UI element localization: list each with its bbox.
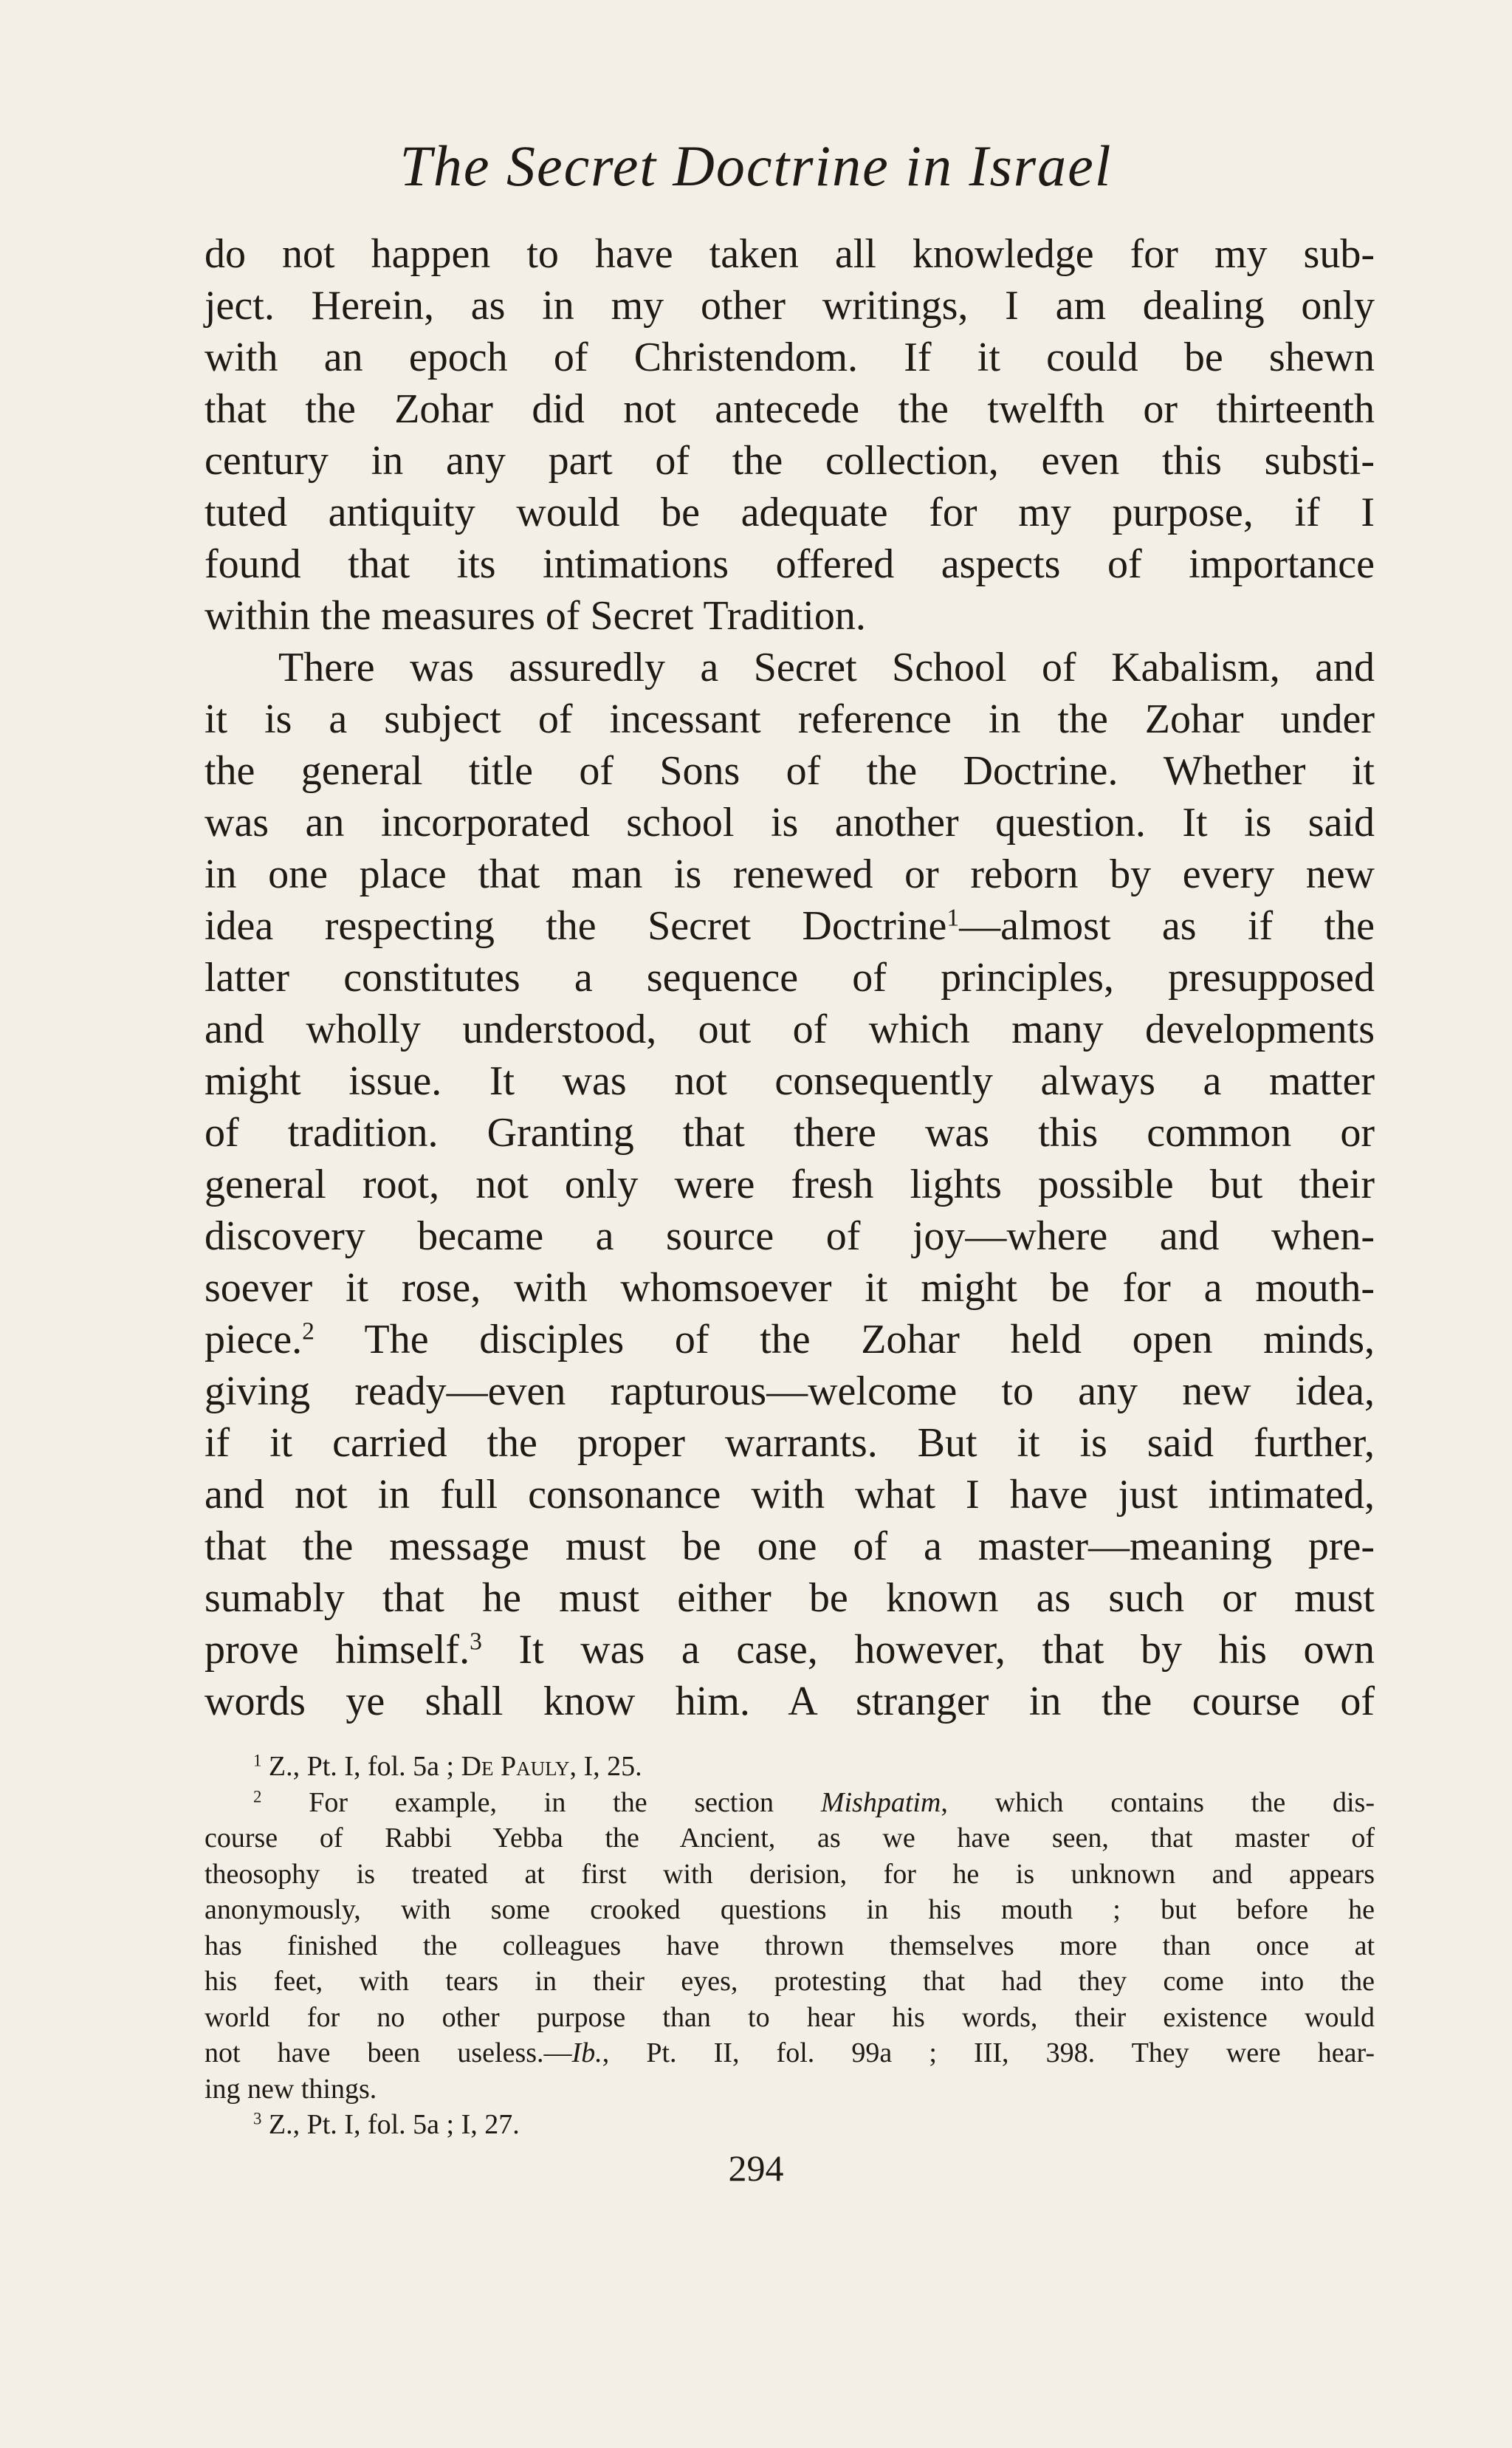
body-text — [205, 228, 1375, 1727]
text-line: of tradition. Granting that there was this common or — [205, 1110, 1375, 1156]
text-line: within the measures of Secret Tradition. — [205, 593, 866, 639]
text-line: might issue. It was not consequently always a matter — [205, 1058, 1375, 1104]
text-run: , which contains the dis- — [941, 1786, 1375, 1818]
text-run: prove himself. — [205, 1627, 470, 1673]
text-line: found that its intimations offered aspects of importance — [205, 541, 1375, 587]
footnote-line: course of Rabbi Yebba the Ancient, as we have seen, that master of — [205, 1823, 1375, 1854]
italic-title: Mishpatim — [820, 1786, 941, 1818]
text-line: There was assuredly a Secret School of Kabalism, and — [278, 645, 1375, 690]
text-line: giving ready—even rapturous—welcome to any new idea, — [205, 1368, 1375, 1414]
text-line: it is a subject of incessant reference in the Zohar under — [205, 696, 1375, 742]
text-line: that the Zohar did not antecede the twelfth or thirteenth — [205, 386, 1375, 432]
text-run: —almost as if the — [959, 903, 1375, 949]
footnote-line: world for no other purpose than to hear his words, their existence would — [205, 2001, 1375, 2033]
text-line: and wholly understood, out of which many developments — [205, 1007, 1375, 1052]
text-line: if it carried the proper warrants. But it is said further, — [205, 1420, 1375, 1466]
text-line: in one place that man is renewed or reborn by every new — [205, 851, 1375, 897]
text-run: It was a case, however, that by his own — [481, 1627, 1375, 1673]
text-line: soever it rose, with whomsoever it might be for a mouth- — [205, 1265, 1375, 1311]
text-line — [205, 1314, 1375, 1365]
text-run: Z., Pt. I, fol. 5a ; I, 27. — [268, 2109, 520, 2140]
text-line: latter constitutes a sequence of principles, presupposed — [205, 955, 1375, 1001]
footnote-3 — [205, 2107, 1375, 2143]
footnote-mark: 3 — [253, 2109, 262, 2128]
footnote-line — [205, 2035, 1375, 2071]
footnote-line: ing new things. — [205, 2073, 377, 2105]
text-line: do not happen to have taken all knowledge for my sub- — [205, 231, 1375, 277]
text-line: with an epoch of Christendom. If it could be shewn — [205, 335, 1375, 380]
footnote-mark: 1 — [253, 1751, 262, 1770]
text-line: sumably that he must either be known as such or must — [205, 1575, 1375, 1621]
text-line: general root, not only were fresh lights possible but their — [205, 1162, 1375, 1207]
text-line — [205, 1624, 1375, 1676]
text-line — [205, 900, 1375, 952]
text-run: The disciples of the Zohar held open minds, — [314, 1317, 1375, 1362]
footnote-2 — [205, 1785, 1375, 1821]
text-line: the general title of Sons of the Doctrine. Whether it — [205, 748, 1375, 794]
text-line: century in any part of the collection, even this substi- — [205, 438, 1375, 484]
text-line: discovery became a source of joy—where and when- — [205, 1213, 1375, 1259]
text-line: words ye shall know him. A stranger in the course of — [205, 1679, 1375, 1724]
text-line: ject. Herein, as in my other writings, I am dealing only — [205, 283, 1375, 329]
text-run: not have been useless.— — [205, 2037, 572, 2068]
footnote-line: has finished the colleagues have thrown themselves more than once at — [205, 1930, 1375, 1961]
text-run: idea respecting the Secret Doctrine — [205, 903, 947, 949]
italic-abbrev: Ib. — [571, 2037, 602, 2068]
footnote-mark: 2 — [253, 1786, 262, 1806]
text-line: and not in full consonance with what I have just intimated, — [205, 1472, 1375, 1518]
text-run: For example, in the section — [309, 1786, 821, 1818]
footnote-ref: 3 — [470, 1628, 482, 1656]
footnote-line: anonymously, with some crooked questions in his mouth ; but before he — [205, 1894, 1375, 1925]
text-line: tuted antiquity would be adequate for my purpose, if I — [205, 490, 1375, 535]
footnote-ref: 1 — [946, 904, 960, 932]
footnote-line: his feet, with tears in their eyes, protesting that had they come into the — [205, 1966, 1375, 1997]
footnotes — [205, 1749, 1375, 2143]
page-number: 294 — [728, 2147, 784, 2189]
running-head: The Secret Doctrine in Israel — [399, 134, 1113, 198]
footnote-1 — [205, 1749, 1375, 1785]
footnote-line: theosophy is treated at first with derision, for he is unknown and appears — [205, 1858, 1375, 1890]
text-line: that the message must be one of a master—meaning pre- — [205, 1523, 1375, 1569]
text-line: was an incorporated school is another question. It is said — [205, 800, 1375, 846]
text-run: Z., Pt. I, fol. 5a ; — [268, 1751, 461, 1782]
text-run: , Pt. II, fol. 99a ; III, 398. They were hear- — [602, 2037, 1375, 2068]
text-run: piece. — [205, 1317, 303, 1362]
footnote-ref: 2 — [302, 1317, 315, 1345]
text-run: , I, 25. — [569, 1751, 642, 1782]
author-name: De Pauly — [461, 1751, 570, 1782]
